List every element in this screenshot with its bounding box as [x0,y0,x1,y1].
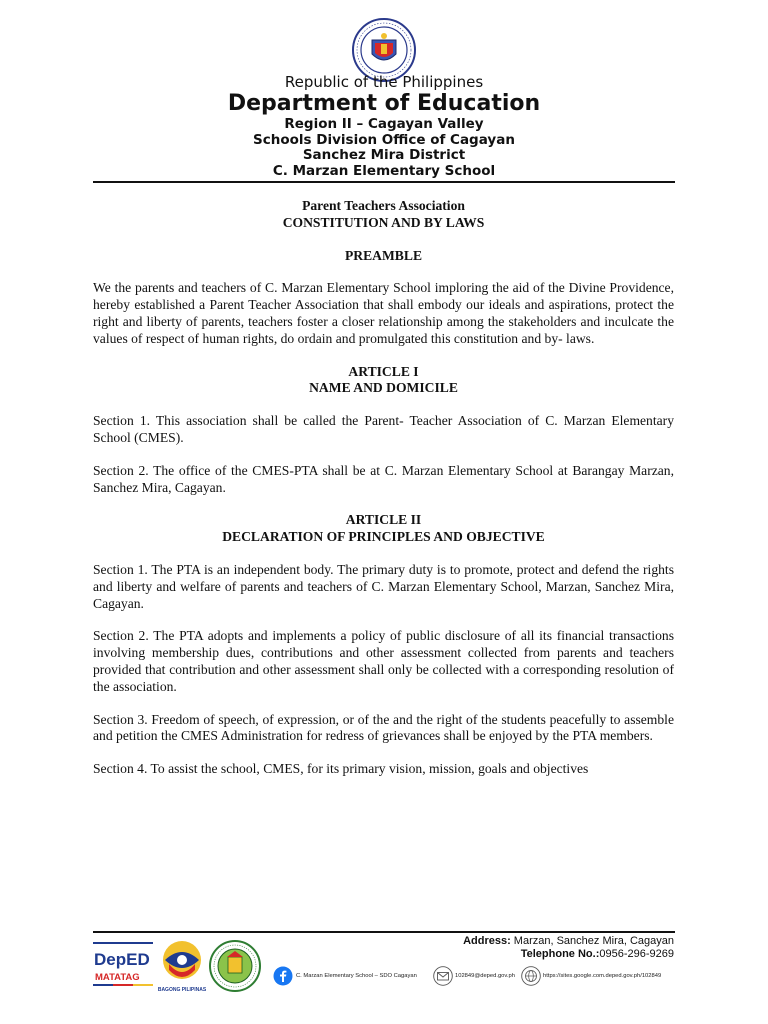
article-1-number: ARTICLE I [348,363,419,379]
facebook-icon [273,966,293,986]
phone-label: Telephone No.: [520,948,600,960]
article-2-section-3: Section 3. Freedom of speech, of expression, or of the and the right of the students peacefully to assemble and petition the CMES Administration for redress of grievances shall be enjoyed by the PTA members. [93,711,674,744]
article-1-section-1: Section 1. This association shall be called the Parent- Teacher Association of C. Marzan Elementary School (CMES). [93,413,674,445]
region-line: Region II – Cagayan Valley [284,116,484,132]
department-title: Department of Education [227,91,541,116]
preamble-heading: PREAMBLE [344,247,423,263]
footer-logos [93,938,273,994]
doc-title-2: CONSTITUTION AND BY LAWS [282,214,485,230]
header-divider [93,181,675,183]
article-1-title: NAME AND DOMICILE [309,380,458,396]
article-2-section-4: Section 4. To assist the school, CMES, for its primary vision, mission, goals and objectives [93,761,589,777]
district-line: Sanchez Mira District [302,147,466,163]
footer-divider [93,931,675,933]
svg-text:BAGONG PILIPINAS: BAGONG PILIPINAS [157,987,207,993]
website-text: https://sites.google.com.deped.gov.ph/102849 [543,973,662,979]
republic-line: Republic of the Philippines [284,73,484,91]
bagong-pilipinas-logo [157,938,207,994]
article-1-section-2: Section 2. The office of the CMES-PTA shall be at C. Marzan Elementary School at Barangay Marzan, Sanchez Mira, Cagayan. [93,462,674,495]
phone-value: 0956-296-9269 [599,948,674,960]
article-2-section-2: Section 2. The PTA adopts and implements a policy of public disclosure of all its financial transactions involving membership dues, contributions and other assessment collected from parents and teachers provided that contribution and other assessment shall only be collected with a corresponding resolution of the association. [93,628,674,694]
article-2-section-1: Section 1. The PTA is an independent body. The primary duty is to promote, protect and defend the rights and liberty and welfare of parents and teachers of C. Marzan Elementary School, Marzan, Sanchez Mira, Cagayan. [93,561,674,611]
email-text: 102849@deped.gov.ph [455,973,515,979]
address-label: Address: [463,935,511,947]
phone-line [463,948,674,961]
document-body [93,198,674,778]
school-line: C. Marzan Elementary School [272,162,496,179]
deped-matatag-logo [93,942,155,992]
article-2-title: DECLARATION OF PRINCIPLES AND OBJECTIVE [222,529,545,545]
school-seal-logo [209,940,261,992]
doc-title-1: Parent Teachers Association [302,198,465,213]
globe-icon [521,966,541,986]
website-contact[interactable] [521,966,661,986]
email-icon [433,966,453,986]
preamble-text: We the parents and teachers of C. Marzan Elementary School imploring the aid of the Divine Providence, hereby established a Parent Teacher Association that shall embody our ideals and aspirations, protect the right and liberty of parents, teachers foster a closer relationship among the stakeholders and inculcate the values of respect of human rights, do ordain and promulgated this constitution and by- laws. [93,280,674,346]
facebook-contact[interactable] [273,966,417,986]
address-value: Marzan, Sanchez Mira, Cagayan [510,935,674,947]
facebook-text: C. Marzan Elementary School – SDO Cagayan [296,973,417,979]
address-line [463,935,674,948]
svg-text:DepED: DepED [94,950,150,969]
division-line: Schools Division Office of Cagayan [253,131,515,148]
footer-address-block [463,935,674,961]
svg-text:MATATAG: MATATAG [95,972,140,983]
email-contact[interactable] [433,966,515,986]
article-2-number: ARTICLE II [345,512,422,528]
